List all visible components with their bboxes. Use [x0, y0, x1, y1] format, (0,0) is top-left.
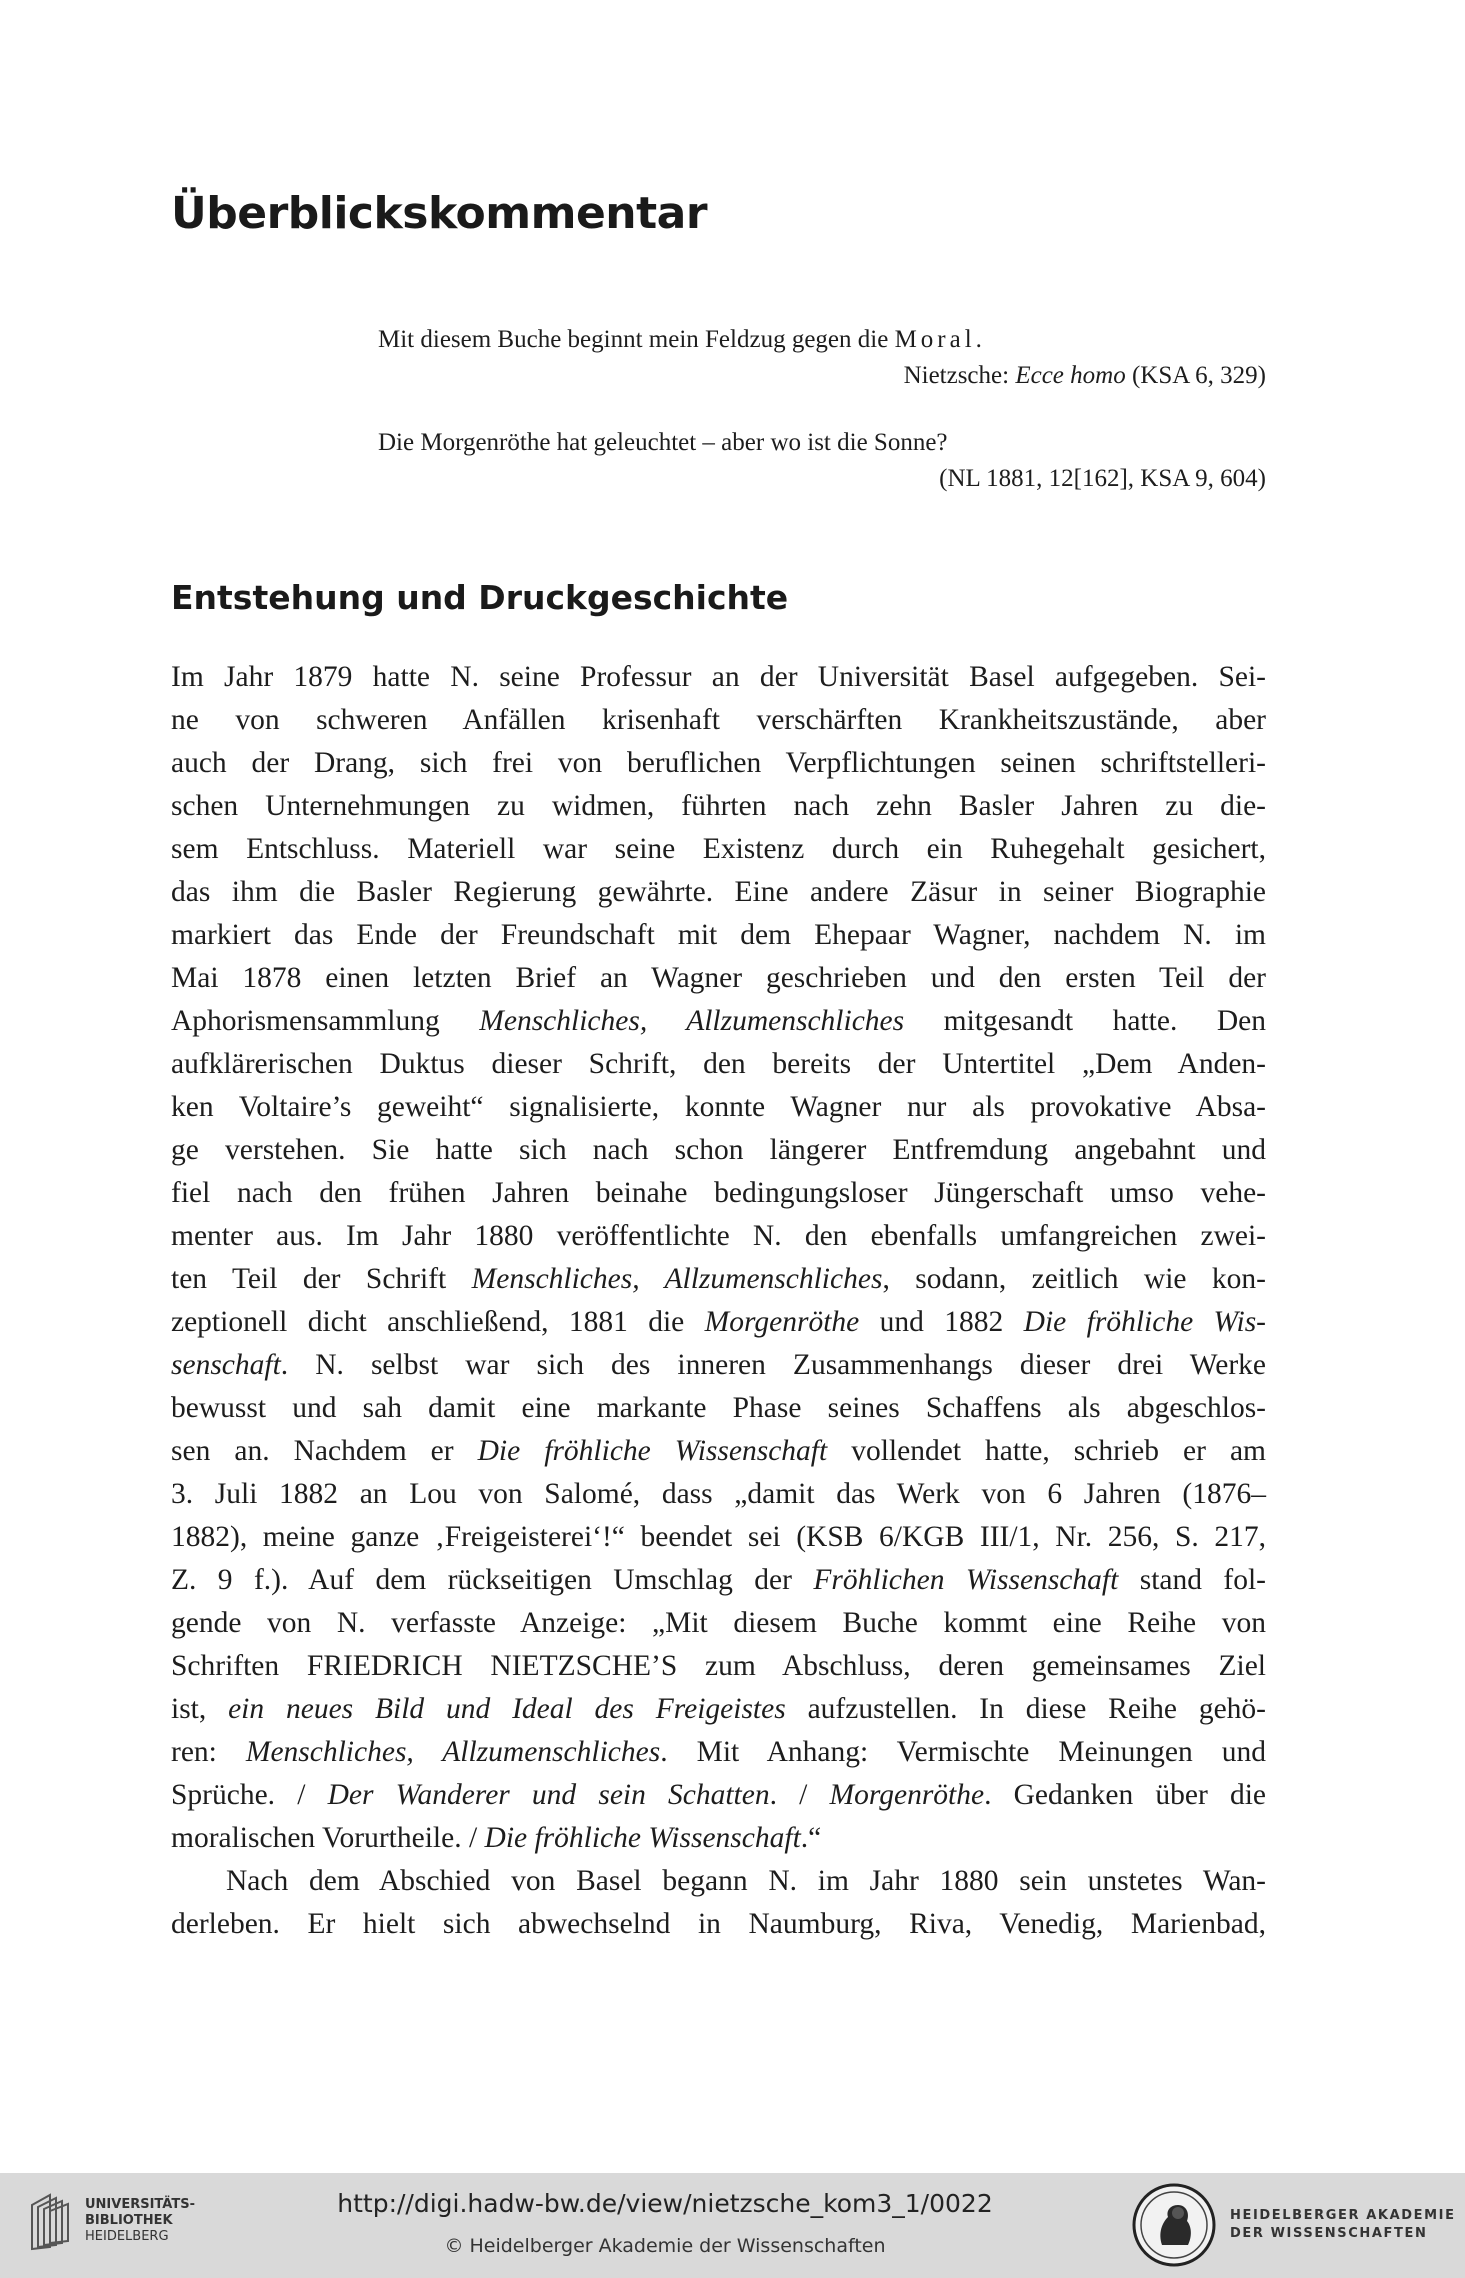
- text-line: zeptionell dicht anschließend, 1881 die Morgenröthe und 1882 Die fröhliche Wis-: [171, 1306, 1266, 1338]
- footer-bar: [0, 2173, 1465, 2278]
- text-line: derleben. Er hielt sich abwechselnd in Naumburg, Riva, Venedig, Marienbad,: [171, 1908, 1266, 1940]
- ub-logo-text: UNIVERSITÄTS- BIBLIOTHEK HEIDELBERG: [85, 2197, 195, 2244]
- text-line: gende von N. verfasste Anzeige: „Mit diesem Buche kommt eine Reihe von: [171, 1607, 1266, 1639]
- hadw-logo[interactable]: [1132, 2181, 1456, 2271]
- text-line: menter aus. Im Jahr 1880 veröffentlichte N. den ebenfalls umfangreichen zwei-: [171, 1220, 1266, 1252]
- text-line: ten Teil der Schrift Menschliches, Allzumenschliches, sodann, zeitlich wie kon-: [171, 1263, 1266, 1295]
- epigraph-source: Nietzsche: Ecce homo (KSA 6, 329): [903, 362, 1266, 389]
- text-line: Z. 9 f.). Auf dem rückseitigen Umschlag der Fröhlichen Wissenschaft stand fol-: [171, 1564, 1266, 1596]
- body-text: [171, 656, 1266, 1946]
- text-line: sem Entschluss. Materiell war seine Existenz durch ein Ruhegehalt gesichert,: [171, 833, 1266, 865]
- text-line: senschaft. N. selbst war sich des inneren Zusammenhangs dieser drei Werke: [171, 1349, 1266, 1381]
- academy-seal-icon: [1132, 2183, 1216, 2267]
- text-line: sen an. Nachdem er Die fröhliche Wissenschaft vollendet hatte, schrieb er am: [171, 1435, 1266, 1467]
- text-line: schen Unternehmungen zu widmen, führten nach zehn Basler Jahren zu die-: [171, 790, 1266, 822]
- text-line: markiert das Ende der Freundschaft mit dem Ehepaar Wagner, nachdem N. im: [171, 919, 1266, 951]
- chapter-title: Überblickskommentar: [171, 188, 708, 239]
- epigraph: [378, 425, 1266, 497]
- epigraph-quote: Mit diesem Buche beginnt mein Feldzug gegen die Moral.: [378, 326, 982, 353]
- text-line: 1882), meine ganze ‚Freigeisterei‘!“ beendet sei (KSB 6/KGB III/1, Nr. 256, S. 217,: [171, 1521, 1266, 1553]
- text-line: Im Jahr 1879 hatte N. seine Professur an der Universität Basel aufgegeben. Sei-: [171, 661, 1266, 693]
- text-line: Aphorismensammlung Menschliches, Allzumenschliches mitgesandt hatte. Den: [171, 1005, 1266, 1037]
- text-line: ist, ein neues Bild und Ideal des Freigeistes aufzustellen. In diese Reihe gehö-: [171, 1693, 1266, 1725]
- text-line: ge verstehen. Sie hatte sich nach schon längerer Entfremdung angebahnt und: [171, 1134, 1266, 1166]
- epigraph-quote: Die Morgenröthe hat geleuchtet – aber wo ist die Sonne?: [378, 429, 948, 456]
- text-line: moralischen Vorurtheile. / Die fröhliche Wissenschaft.“: [171, 1822, 822, 1854]
- hadw-logo-text: HEIDELBERGER AKADEMIE DER WISSENSCHAFTEN: [1230, 2208, 1456, 2241]
- ub-library-icon: [28, 2191, 74, 2253]
- text-line: ne von schweren Anfällen krisenhaft verschärften Krankheitszustände, aber: [171, 704, 1266, 736]
- text-line: 3. Juli 1882 an Lou von Salomé, dass „damit das Werk von 6 Jahren (1876–: [171, 1478, 1266, 1510]
- text-line: fiel nach den frühen Jahren beinahe bedingungsloser Jüngerschaft umso vehe-: [171, 1177, 1266, 1209]
- epigraph-source: (NL 1881, 12[162], KSA 9, 604): [939, 465, 1266, 492]
- text-line: das ihm die Basler Regierung gewährte. Eine andere Zäsur in seiner Biographie: [171, 876, 1266, 908]
- copyright-notice: © Heidelberger Akademie der Wissenschaften: [444, 2235, 886, 2257]
- text-line: Schriften FRIEDRICH NIETZSCHE’S zum Abschluss, deren gemeinsames Ziel: [171, 1650, 1266, 1682]
- section-title: Entstehung und Druckgeschichte: [171, 578, 789, 617]
- text-line: Nach dem Abschied von Basel begann N. im Jahr 1880 sein unstetes Wan-: [226, 1865, 1266, 1897]
- text-line: Mai 1878 einen letzten Brief an Wagner geschrieben und den ersten Teil der: [171, 962, 1266, 994]
- text-line: ren: Menschliches, Allzumenschliches. Mit Anhang: Vermischte Meinungen und: [171, 1736, 1266, 1768]
- text-line: auch der Drang, sich frei von beruflichen Verpflichtungen seinen schriftstelleri-: [171, 747, 1266, 779]
- permalink-url[interactable]: http://digi.hadw-bw.de/view/nietzsche_kom3_1/0022: [337, 2189, 993, 2218]
- text-line: ken Voltaire’s geweiht“ signalisierte, konnte Wagner nur als provokative Absa-: [171, 1091, 1266, 1123]
- text-line: aufklärerischen Duktus dieser Schrift, den bereits der Untertitel „Dem Anden-: [171, 1048, 1266, 1080]
- text-line: Sprüche. / Der Wanderer und sein Schatten. / Morgenröthe. Gedanken über die: [171, 1779, 1266, 1811]
- text-line: bewusst und sah damit eine markante Phase seines Schaffens als abgeschlos-: [171, 1392, 1266, 1424]
- epigraph: [378, 322, 1266, 394]
- ub-heidelberg-logo[interactable]: [28, 2187, 198, 2257]
